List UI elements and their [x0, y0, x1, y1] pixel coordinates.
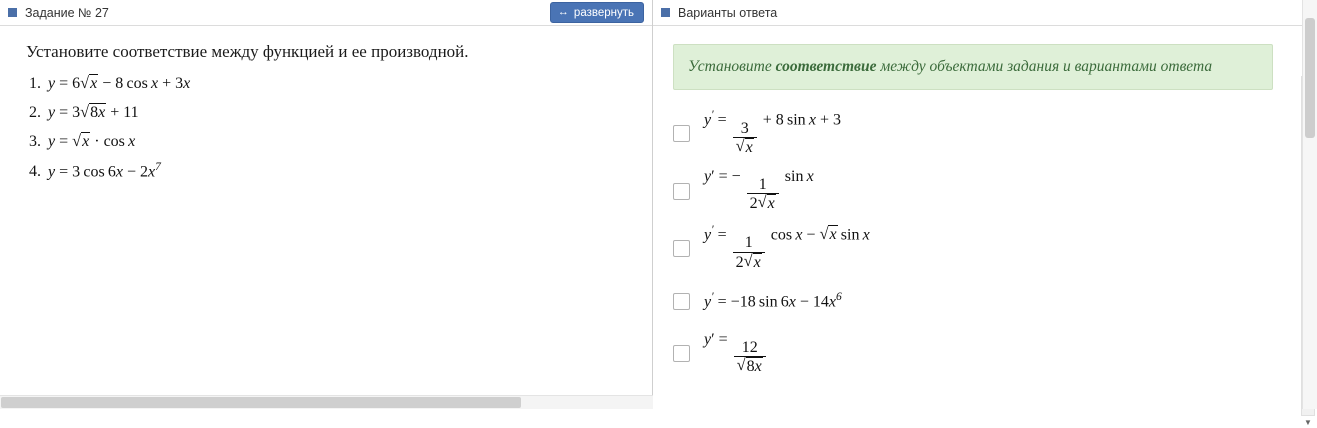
task-item-formula: y = 3 $\cos 6x - 2x^7$ — [48, 160, 161, 180]
hint-banner — [673, 44, 1273, 90]
answer-option-list — [653, 104, 1317, 381]
task-item-formula: y = 6 √ x − 8 cos x + 3x — [48, 74, 190, 94]
answers-panel-header — [653, 0, 1317, 26]
answer-option[interactable] — [673, 278, 1273, 326]
answer-checkbox[interactable] — [673, 293, 690, 310]
answer-checkbox[interactable] — [673, 125, 690, 142]
hint-text-before: Установите — [688, 58, 776, 75]
answer-option[interactable] — [673, 163, 1273, 219]
hint-text-after: между объектами задания и вариантами ответа — [876, 58, 1213, 75]
task-panel — [0, 0, 653, 409]
task-title: Задание № 27 — [25, 5, 109, 20]
task-item-number: 3. — [29, 132, 41, 150]
scroll-down-icon[interactable]: ▼ — [1304, 417, 1312, 427]
answer-checkbox[interactable] — [673, 240, 690, 257]
task-panel-header — [0, 0, 652, 26]
task-item — [26, 161, 630, 181]
task-item-number: 2. — [29, 103, 41, 121]
answers-title: Варианты ответа — [678, 5, 778, 20]
task-body — [0, 26, 652, 181]
answer-formula: y′ = 12 √ 8x — [704, 331, 768, 377]
answer-formula: y′ = −18 $\sin 6x - 14x^6$ — [704, 291, 842, 311]
page-vertical-scrollbar[interactable] — [1302, 0, 1317, 409]
task-item — [26, 103, 630, 123]
answers-body — [653, 44, 1317, 426]
hint-text — [688, 56, 1258, 78]
horizontal-scrollbar[interactable] — [0, 395, 653, 409]
task-item-list — [26, 74, 630, 181]
answer-checkbox[interactable] — [673, 345, 690, 362]
answer-option[interactable] — [673, 219, 1273, 277]
expand-button[interactable] — [550, 2, 644, 23]
task-item — [26, 74, 630, 94]
page-scrollbar-thumb[interactable] — [1305, 18, 1315, 138]
square-marker-icon — [661, 8, 670, 17]
task-item — [26, 132, 630, 152]
hint-text-bold: соответствие — [775, 58, 877, 75]
task-item-number: 1. — [29, 75, 41, 92]
answer-option[interactable] — [673, 104, 1273, 162]
answer-formula: y′ = $\frac{1}{2 √ x}$ cos x − √ x sin x — [704, 224, 870, 272]
answer-option[interactable] — [673, 326, 1273, 382]
expand-button-label: развернуть — [573, 6, 634, 19]
task-prompt: Установите соответствие между функцией и ее производной. — [26, 42, 469, 61]
task-item-formula: y = 3 √ 8x + 11 — [48, 103, 139, 123]
answer-formula: y′ = 3 √ x + 8 sin x + 3 — [704, 109, 841, 157]
task-item-number: 4. — [29, 162, 41, 180]
task-item-formula: y = √ x · cos x — [48, 132, 135, 152]
horizontal-scrollbar-thumb[interactable] — [1, 397, 521, 408]
answers-panel — [653, 0, 1317, 427]
answer-formula: y′ = − $\frac{1}{2 √ x}$ sin x — [704, 168, 814, 214]
square-marker-icon — [8, 8, 17, 17]
answer-checkbox[interactable] — [673, 183, 690, 200]
expand-arrows-icon: ↔ — [557, 6, 569, 18]
